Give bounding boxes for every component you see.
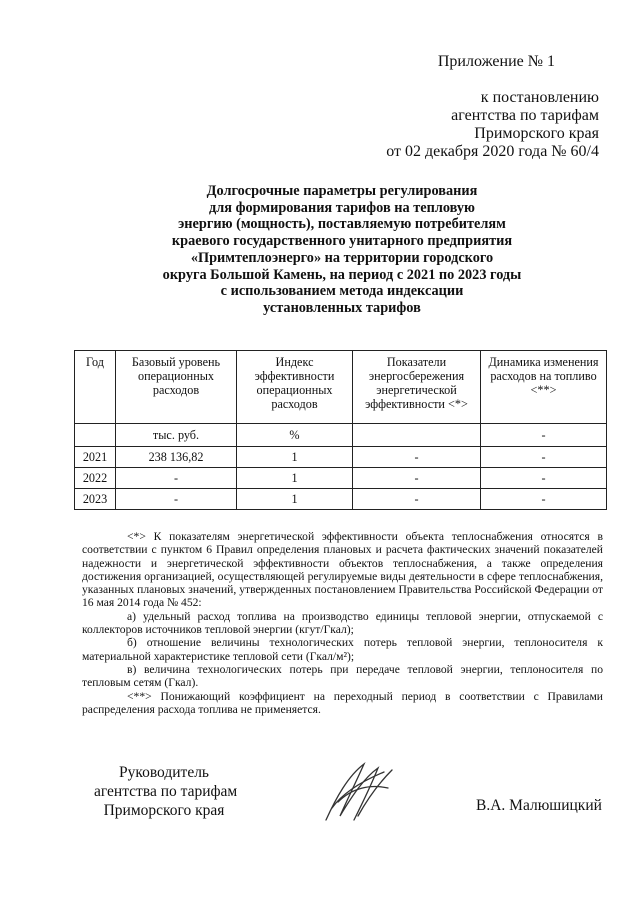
table-cell: -: [116, 489, 237, 510]
footnote-fuel: <**> Понижающий коэффициент на переходный период в соответствии с Правилами распределения расхода топлива не применяется.: [82, 689, 603, 716]
header-base-level: Базовый уровень операционных расходов: [116, 351, 237, 424]
table-cell: -: [353, 468, 481, 489]
unit-cell: %: [237, 424, 353, 447]
table-cell: -: [481, 468, 607, 489]
resolution-line: агентства по тарифам: [451, 107, 599, 124]
table-cell: -: [353, 489, 481, 510]
header-year: Год: [75, 351, 116, 424]
title-line: Долгосрочные параметры регулирования: [206, 183, 478, 199]
title-line: энергию (мощность), поставляемую потребителям: [178, 216, 506, 233]
table-row: [75, 468, 607, 489]
title-line: «Примтеплоэнерго» на территории городского: [190, 249, 494, 266]
footnote-item-c: в) величина технологических потерь при передаче тепловой энергии, теплоносителя по тепловым сетям (Гкал).: [82, 662, 603, 690]
table-cell: -: [481, 447, 607, 468]
title-line: установленных тарифов: [263, 299, 421, 316]
position-line: Приморского края: [103, 802, 225, 819]
signatory-name: В.А. Малюшицкий: [476, 797, 602, 814]
title-line: с использованием метода индексации: [220, 283, 464, 300]
unit-cell: [353, 424, 481, 447]
table-cell: 1: [237, 489, 353, 510]
resolution-reference: [0, 89, 599, 161]
resolution-line: от 02 декабря 2020 года № 60/4: [386, 143, 599, 160]
title-line: краевого государственного унитарного предприятия: [171, 233, 513, 250]
table-header-row: [75, 351, 607, 424]
footnote-item-a: а) удельный расход топлива на производство единицы тепловой энергии, отпускаемой с коллекторов источников тепловой энергии (кгут/Гкал);: [82, 609, 603, 637]
table-cell: 2023: [75, 489, 116, 510]
header-fuel-dynamics: Динамика изменения расходов на топливо <**>: [481, 351, 607, 424]
document-title: [120, 183, 564, 317]
table-cell: 1: [237, 447, 353, 468]
signature-scribble-icon: [318, 758, 398, 828]
table-row: [75, 489, 607, 510]
footnote-item-b: б) отношение величины технологических потерь тепловой энергии, теплоносителя к материальной характеристике тепловой сети (Гкал/м²);: [82, 636, 603, 663]
header-efficiency-index: Индекс эффективности операционных расходов: [237, 351, 353, 424]
position-line: Руководитель: [118, 764, 210, 781]
table-cell: 238 136,82: [116, 447, 237, 468]
handwritten-signature: [318, 758, 398, 833]
parameters-table: [74, 350, 607, 510]
table-row: [75, 447, 607, 468]
resolution-line: к постановлению: [480, 89, 599, 106]
resolution-line: Приморского края: [474, 125, 599, 142]
table-cell: 1: [237, 468, 353, 489]
signatory-position: [94, 763, 238, 820]
table-cell: -: [481, 489, 607, 510]
unit-cell: -: [481, 424, 607, 447]
title-line: для формирования тарифов на тепловую: [209, 199, 475, 216]
footnotes: [82, 530, 603, 716]
table-cell: 2022: [75, 468, 116, 489]
unit-cell: [75, 424, 116, 447]
table-units-row: [75, 424, 607, 447]
appendix-label: Приложение № 1: [437, 53, 555, 70]
table-cell: 2021: [75, 447, 116, 468]
position-line: агентства по тарифам: [94, 783, 238, 800]
header-energy-saving: Показатели энергосбережения энергетической эффективности <*>: [353, 351, 481, 424]
table-cell: -: [116, 468, 237, 489]
title-line: округа Большой Камень, на период с 2021 по 2023 годы: [162, 266, 522, 283]
unit-cell: тыс. руб.: [116, 424, 237, 447]
table-cell: -: [353, 447, 481, 468]
footnote-energy-efficiency: <*> К показателям энергетической эффективности объекта теплоснабжения относятся в соответствии с пунктом 6 Правил определения плановых и расчета фактических значений показателей надежности и энергетической эффективности объектов теплоснабжения, а также определения достижения организацией, осуществляющей регулируемые виды деятельности в сфере теплоснабжения, указанных плановых значений, утвержденных постановлением Правительства Российской Федерации от 16 мая 2014 года № 452:: [82, 530, 603, 610]
